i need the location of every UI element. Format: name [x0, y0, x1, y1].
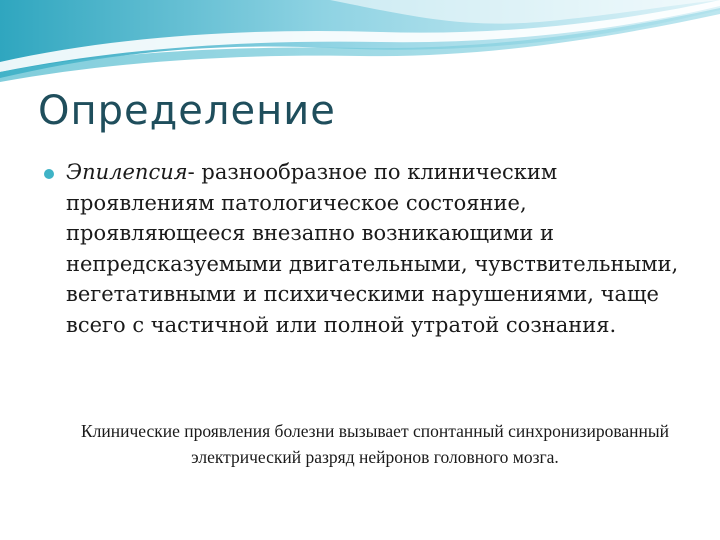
- definition-bullet: [44, 157, 694, 340]
- definition-text: [66, 157, 694, 340]
- header-wave-decoration: [0, 0, 720, 90]
- slide-title: Определение: [38, 88, 336, 134]
- definition-term: Эпилепсия: [66, 160, 188, 184]
- clinical-note: Клинические проявления болезни вызывает спонтанный синхронизированный электрический разряд нейронов головного мозга.: [80, 421, 669, 467]
- bullet-dot-icon: [44, 169, 54, 179]
- definition-body: - разнообразное по клиническим проявлениям патологическое состояние, проявляющееся внезапно возникающими и непредсказуемыми двигательными, чувствительными, вегетативными и психическими нарушениями, чаще всего с частичной или полной утратой сознания.: [66, 160, 679, 337]
